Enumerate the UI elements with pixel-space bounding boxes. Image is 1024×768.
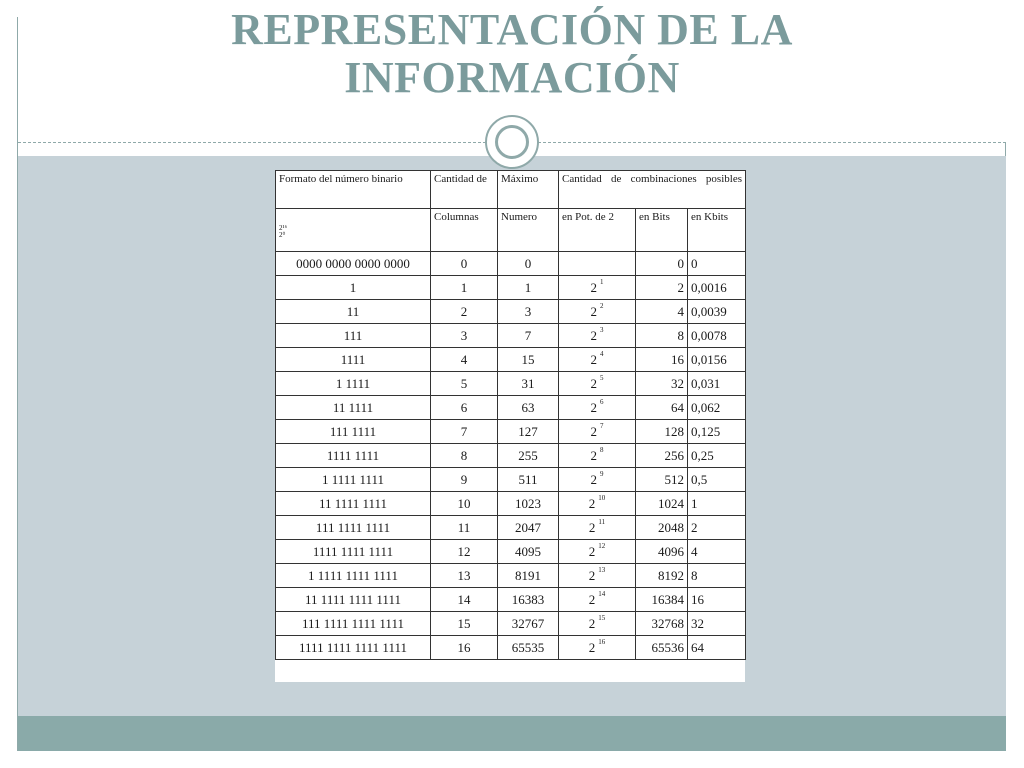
cell-columns: 11 (431, 516, 498, 540)
header-maximum: Máximo (498, 171, 559, 209)
cell-pot2-exponent: 6 (600, 397, 604, 406)
cell-bits: 8 (636, 324, 688, 348)
table-row (276, 348, 746, 372)
cell-maximum: 1 (498, 276, 559, 300)
table-header-row-2 (276, 209, 746, 252)
table-row (276, 540, 746, 564)
cell-format: 11 1111 1111 1111 (276, 588, 431, 612)
cell-maximum: 127 (498, 420, 559, 444)
cell-bits: 32 (636, 372, 688, 396)
cell-columns: 14 (431, 588, 498, 612)
cell-bits: 256 (636, 444, 688, 468)
cell-pot2-base: 2 (590, 279, 597, 295)
table-row (276, 564, 746, 588)
cell-format: 11 1111 (276, 396, 431, 420)
slide-title-line2: INFORMACIÓN (344, 53, 680, 102)
cell-pot2-exponent: 12 (598, 541, 606, 550)
cell-format: 1 (276, 276, 431, 300)
cell-format: 111 (276, 324, 431, 348)
cell-pot2-exponent: 14 (598, 589, 606, 598)
cell-pot2-base: 2 (590, 375, 597, 391)
table-row (276, 300, 746, 324)
cell-kbits: 8 (688, 564, 746, 588)
header-kbits: en Kbits (688, 209, 746, 252)
cell-pot2-exponent: 13 (598, 565, 606, 574)
table-row (276, 276, 746, 300)
cell-columns: 7 (431, 420, 498, 444)
binary-table-container (275, 170, 745, 682)
table-row (276, 588, 746, 612)
cell-format: 1111 1111 (276, 444, 431, 468)
cell-pot2 (559, 372, 636, 396)
cell-pot2-exponent: 7 (600, 421, 604, 430)
cell-bits: 16 (636, 348, 688, 372)
table-row (276, 252, 746, 276)
cell-pot2 (559, 324, 636, 348)
cell-pot2 (559, 444, 636, 468)
cell-pot2-base: 2 (590, 447, 597, 463)
cell-bits: 65536 (636, 636, 688, 660)
cell-pot2-base: 2 (588, 495, 596, 511)
cell-pot2 (559, 252, 636, 276)
slide-title (0, 6, 1024, 102)
header-format-power-bottom: 2⁰ (279, 231, 286, 239)
cell-pot2-exponent: 3 (600, 325, 604, 334)
cell-maximum: 1023 (498, 492, 559, 516)
cell-format: 1 1111 1111 (276, 468, 431, 492)
cell-kbits: 16 (688, 588, 746, 612)
cell-bits: 0 (636, 252, 688, 276)
table-row (276, 372, 746, 396)
cell-format: 111 1111 (276, 420, 431, 444)
cell-kbits: 0,5 (688, 468, 746, 492)
header-number: Numero (498, 209, 559, 252)
cell-kbits: 0,0016 (688, 276, 746, 300)
cell-kbits: 4 (688, 540, 746, 564)
table-row (276, 396, 746, 420)
header-combinations: Cantidad de combinaciones posibles (559, 171, 746, 209)
table-row (276, 492, 746, 516)
cell-bits: 8192 (636, 564, 688, 588)
cell-pot2 (559, 540, 636, 564)
cell-bits: 4096 (636, 540, 688, 564)
cell-columns: 15 (431, 612, 498, 636)
cell-pot2-base: 2 (588, 615, 596, 631)
cell-format: 111 1111 1111 (276, 516, 431, 540)
cell-pot2-base: 2 (588, 567, 596, 583)
slide-title-line1: REPRESENTACIÓN DE LA (231, 5, 793, 54)
cell-bits: 32768 (636, 612, 688, 636)
cell-pot2 (559, 492, 636, 516)
cell-pot2 (559, 468, 636, 492)
cell-columns: 5 (431, 372, 498, 396)
cell-pot2-exponent: 8 (600, 445, 604, 454)
cell-columns: 3 (431, 324, 498, 348)
cell-maximum: 0 (498, 252, 559, 276)
cell-kbits: 0,125 (688, 420, 746, 444)
cell-format: 1111 1111 1111 (276, 540, 431, 564)
cell-maximum: 511 (498, 468, 559, 492)
table-row (276, 636, 746, 660)
cell-pot2-exponent: 11 (598, 517, 606, 526)
cell-pot2-base: 2 (588, 543, 596, 559)
cell-format: 1111 (276, 348, 431, 372)
cell-maximum: 4095 (498, 540, 559, 564)
cell-pot2-exponent: 9 (600, 469, 604, 478)
cell-pot2-base: 2 (588, 519, 596, 535)
table-row (276, 516, 746, 540)
cell-maximum: 63 (498, 396, 559, 420)
cell-pot2-exponent: 1 (600, 277, 604, 286)
cell-pot2-exponent: 2 (600, 301, 604, 310)
cell-pot2 (559, 276, 636, 300)
cell-bits: 4 (636, 300, 688, 324)
table-header-row-1 (276, 171, 746, 209)
cell-pot2 (559, 420, 636, 444)
cell-bits: 2 (636, 276, 688, 300)
cell-kbits: 0,0156 (688, 348, 746, 372)
header-columns: Columnas (431, 209, 498, 252)
table-row (276, 420, 746, 444)
cell-kbits: 0 (688, 252, 746, 276)
cell-format: 111 1111 1111 1111 (276, 612, 431, 636)
cell-columns: 8 (431, 444, 498, 468)
cell-bits: 1024 (636, 492, 688, 516)
circle-ornament-icon (485, 115, 539, 169)
cell-maximum: 2047 (498, 516, 559, 540)
cell-kbits: 1 (688, 492, 746, 516)
cell-format: 1111 1111 1111 1111 (276, 636, 431, 660)
cell-columns: 13 (431, 564, 498, 588)
cell-kbits: 2 (688, 516, 746, 540)
header-quantity: Cantidad de (431, 171, 498, 209)
cell-kbits: 0,031 (688, 372, 746, 396)
cell-pot2 (559, 396, 636, 420)
cell-columns: 12 (431, 540, 498, 564)
cell-columns: 6 (431, 396, 498, 420)
cell-pot2-exponent: 16 (598, 637, 606, 646)
header-format: Formato del número binario (276, 171, 431, 209)
table-row (276, 612, 746, 636)
cell-pot2 (559, 300, 636, 324)
circle-ornament-inner (495, 125, 529, 159)
cell-pot2-base: 2 (590, 423, 597, 439)
cell-pot2-base: 2 (588, 639, 596, 655)
cell-kbits: 0,062 (688, 396, 746, 420)
cell-columns: 10 (431, 492, 498, 516)
cell-pot2-base: 2 (588, 591, 596, 607)
bottom-bar (18, 716, 1006, 751)
header-format-power-top: 2¹⁶ (279, 224, 288, 232)
cell-columns: 0 (431, 252, 498, 276)
cell-pot2-base: 2 (590, 303, 597, 319)
cell-kbits: 0,25 (688, 444, 746, 468)
header-pot2: en Pot. de 2 (559, 209, 636, 252)
cell-maximum: 255 (498, 444, 559, 468)
binary-table (275, 170, 746, 660)
cell-bits: 16384 (636, 588, 688, 612)
cell-columns: 16 (431, 636, 498, 660)
cell-maximum: 15 (498, 348, 559, 372)
cell-pot2-exponent: 15 (598, 613, 606, 622)
cell-format: 11 (276, 300, 431, 324)
table-row (276, 468, 746, 492)
cell-kbits: 64 (688, 636, 746, 660)
cell-pot2-exponent: 10 (598, 493, 606, 502)
header-format-powers (276, 209, 431, 252)
cell-maximum: 7 (498, 324, 559, 348)
cell-format: 0000 0000 0000 0000 (276, 252, 431, 276)
cell-maximum: 8191 (498, 564, 559, 588)
cell-kbits: 0,0078 (688, 324, 746, 348)
cell-maximum: 31 (498, 372, 559, 396)
cell-columns: 1 (431, 276, 498, 300)
cell-format: 1 1111 1111 1111 (276, 564, 431, 588)
cell-bits: 64 (636, 396, 688, 420)
cell-pot2-base: 2 (590, 471, 597, 487)
cell-columns: 2 (431, 300, 498, 324)
cell-format: 11 1111 1111 (276, 492, 431, 516)
cell-pot2 (559, 348, 636, 372)
cell-pot2 (559, 564, 636, 588)
cell-columns: 9 (431, 468, 498, 492)
header-bits: en Bits (636, 209, 688, 252)
cell-pot2 (559, 516, 636, 540)
cell-columns: 4 (431, 348, 498, 372)
cell-pot2-base: 2 (590, 351, 597, 367)
cell-pot2-base: 2 (590, 399, 597, 415)
cell-bits: 128 (636, 420, 688, 444)
cell-bits: 2048 (636, 516, 688, 540)
cell-pot2-base: 2 (590, 327, 597, 343)
cell-maximum: 3 (498, 300, 559, 324)
table-row (276, 444, 746, 468)
cell-kbits: 0,0039 (688, 300, 746, 324)
table-row (276, 324, 746, 348)
cell-kbits: 32 (688, 612, 746, 636)
cell-pot2-exponent: 5 (600, 373, 604, 382)
cell-pot2 (559, 612, 636, 636)
cell-pot2-exponent: 4 (600, 349, 604, 358)
cell-maximum: 16383 (498, 588, 559, 612)
cell-maximum: 32767 (498, 612, 559, 636)
cell-format: 1 1111 (276, 372, 431, 396)
cell-bits: 512 (636, 468, 688, 492)
cell-maximum: 65535 (498, 636, 559, 660)
cell-pot2 (559, 588, 636, 612)
cell-pot2 (559, 636, 636, 660)
